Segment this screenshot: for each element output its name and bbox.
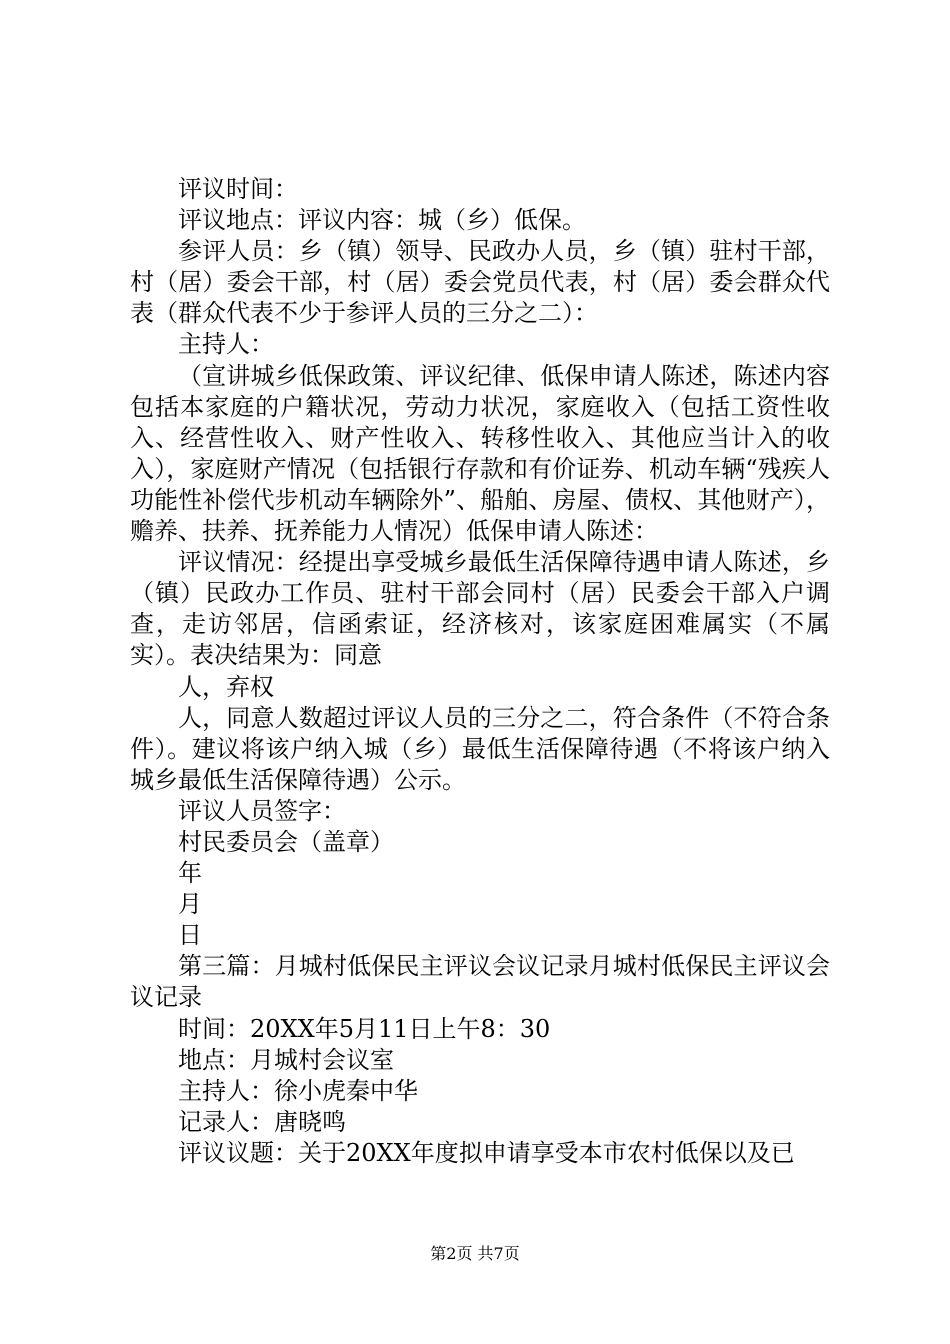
page-number-label: 第2页 共7页 [430,1244,520,1263]
document-body [130,174,830,1169]
paragraph-review-location: 评议地点：评议内容：城（乡）低保。 [178,206,586,235]
paragraph-abstain: 人，弃权 [178,672,274,701]
paragraph-day: 日 [178,921,202,950]
paragraph-signatures: 评议人员签字： [178,796,346,825]
paragraph-participants: 参评人员：乡（镇）领导、民政办人员，乡（镇）驻村干部，村（居）委会干部，村（居）委会党员代表，村（居）委会群众代表（群众代表不少于参评人员的三分之二）： [130,237,830,328]
paragraph-year: 年 [178,859,202,888]
paragraph-procedure: （宣讲城乡低保政策、评议纪律、低保申请人陈述，陈述内容包括本家庭的户籍状况，劳动力状况，家庭收入（包括工资性收入、经营性收入、财产性收入、转移性收入、其他应当计入的收入），家庭财产情况（包括银行存款和有价证券、机动车辆“残疾人功能性补偿代步机动车辆除外”、船舶、房屋、债权、其他财产），赡养、扶养、抚养能力人情况）低保申请人陈述： [130,361,830,546]
paragraph-review-situation: 评议情况：经提出享受城乡最低生活保障待遇申请人陈述，乡（镇）民政办工作员、驻村干部会同村（居）民委会干部入户调查，走访邻居，信函索证，经济核对，该家庭困难属实（不属实）。表决结果为：同意 [130,548,830,670]
paragraph-committee-seal: 村民委员会（盖章） [178,827,394,856]
paragraph-review-topic: 评议议题：关于20XX年度拟申请享受本市农村低保以及已 [178,1138,795,1167]
paragraph-month: 月 [178,890,202,919]
paragraph-section-three-title: 第三篇：月城村低保民主评议会议记录月城村低保民主评议会议记录 [130,952,830,1012]
paragraph-meeting-host: 主持人：徐小虎秦中华 [178,1076,418,1105]
paragraph-meeting-location: 地点：月城村会议室 [178,1045,394,1074]
paragraph-result: 人，同意人数超过评议人员的三分之二，符合条件（不符合条件）。建议将该户纳入城（乡）最低生活保障待遇（不将该户纳入城乡最低生活保障待遇）公示。 [130,703,830,794]
paragraph-review-time: 评议时间： [178,175,298,203]
page-footer [0,1244,950,1264]
paragraph-recorder: 记录人：唐晓鸣 [178,1107,346,1136]
paragraph-meeting-time: 时间：20XX年5月11日上午8：30 [178,1014,551,1043]
paragraph-host: 主持人： [178,330,274,359]
